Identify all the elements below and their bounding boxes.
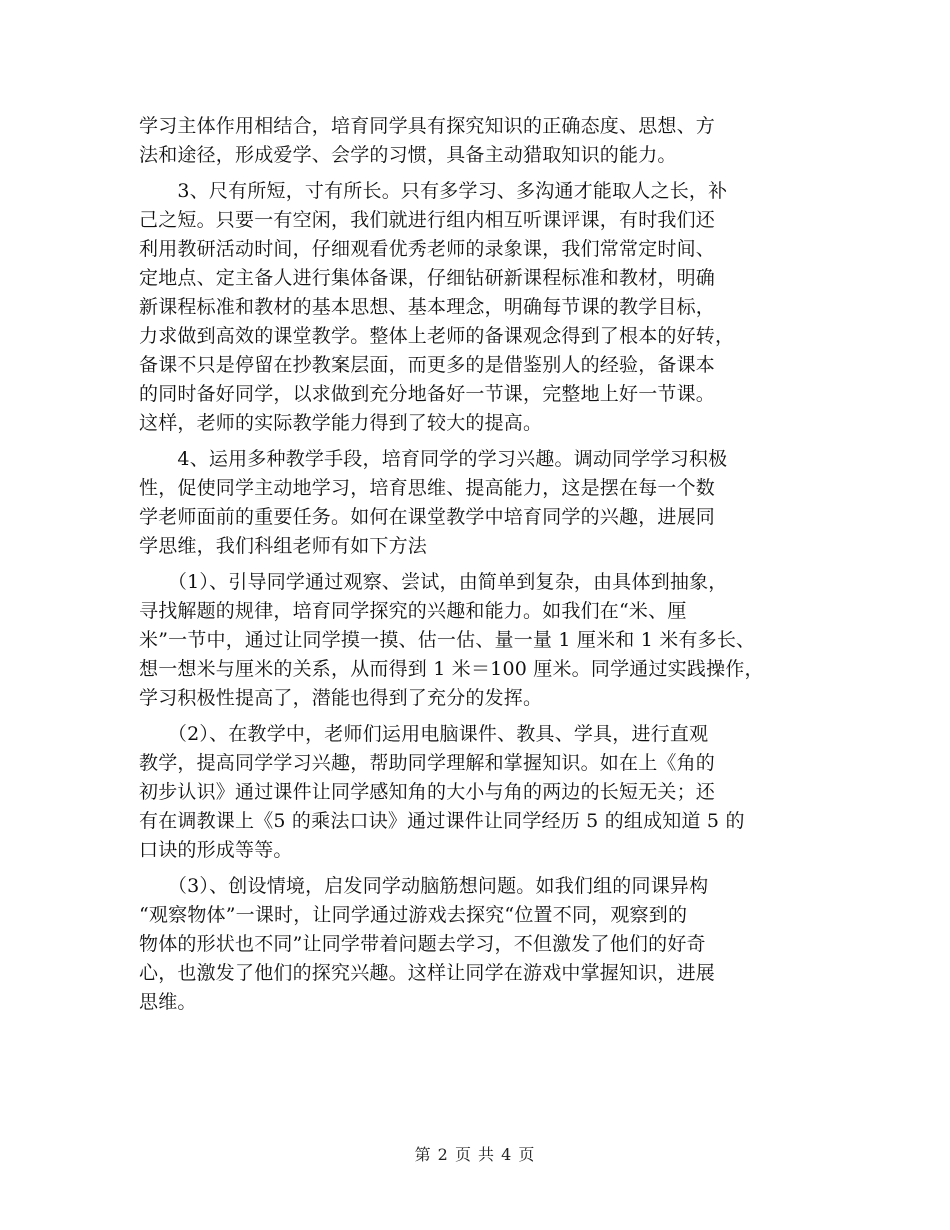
- text-line: 学老师面前的重要任务。如何在课堂教学中培育同学的兴趣，进展同: [139, 506, 716, 528]
- text-line: 教学，提高同学学习兴趣，帮助同学理解和掌握知识。如在上《角的: [139, 752, 716, 774]
- text-line: 学思维，我们科组老师有如下方法: [139, 535, 428, 557]
- text-line: 4、运用多种教学手段，培育同学的学习兴趣。调动同学学习积极: [139, 448, 728, 470]
- text-line: “观察物体”一课时，让同学通过游戏去探究“位置不同，观察到的: [139, 904, 688, 926]
- text-line: （2）、在教学中，老师们运用电脑课件、教具、学具，进行直观: [139, 723, 709, 745]
- text-line: 性，促使同学主动地学习，培育思维、提高能力，这是摆在每一个数: [139, 477, 716, 499]
- text-line: 己之短。只要一有空闲，我们就进行组内相互听课评课，有时我们还: [139, 209, 716, 231]
- text-line: （1）、引导同学通过观察、尝试，由简单到复杂，由具体到抽象，: [139, 571, 728, 593]
- text-line: 学习主体作用相结合，培育同学具有探究知识的正确态度、思想、方: [139, 115, 716, 137]
- text-line: 学习积极性提高了，潜能也得到了充分的发挥。: [139, 687, 543, 709]
- text-line: 备课不只是停留在抄教案层面，而更多的是借鉴别人的经验，备课本: [139, 354, 716, 376]
- paragraph: [139, 720, 839, 865]
- text-line: 新课程标准和教材的基本思想、基本理念，明确每节课的教学目标，: [139, 296, 716, 318]
- text-line: 有在调教课上《5 的乘法口诀》通过课件让同学经历 5 的组成知道 5 的: [139, 810, 745, 832]
- text-line: 想一想米与厘米的关系，从而得到 1 米＝100 厘米。同学通过实践操作，: [139, 658, 764, 680]
- text-line: 定地点、定主备人进行集体备课，仔细钻研新课程标准和教材，明确: [139, 267, 716, 289]
- paragraph: [139, 568, 839, 713]
- text-line: 米”一节中，通过让同学摸一摸、估一估、量一量 1 厘米和 1 米有多长、: [139, 629, 756, 651]
- paragraph: [139, 177, 839, 438]
- text-line: 口诀的形成等等。: [139, 839, 293, 861]
- text-line: 心，也激发了他们的探究兴趣。这样让同学在游戏中掌握知识，进展: [139, 962, 716, 984]
- text-line: （3）、创设情境，启发同学动脑筋想问题。如我们组的同课异构: [139, 875, 709, 897]
- text-line: 思维。: [139, 991, 197, 1013]
- paragraph: [139, 112, 839, 170]
- text-line: 初步认识》通过课件让同学感知角的大小与角的两边的长短无关；还: [139, 781, 716, 803]
- text-line: 利用教研活动时间，仔细观看优秀老师的录象课，我们常常定时间、: [139, 238, 716, 260]
- text-line: 的同时备好同学，以求做到充分地备好一节课，完整地上好一节课。: [139, 383, 716, 405]
- text-line: 3、尺有所短，寸有所长。只有多学习、多沟通才能取人之长，补: [139, 180, 728, 202]
- text-line: 物体的形状也不同”让同学带着问题去学习，不但激发了他们的好奇: [139, 933, 706, 955]
- document-body: [139, 112, 839, 1017]
- page-number-footer: 第 2 页 共 4 页: [414, 1145, 536, 1164]
- text-line: 力求做到高效的课堂教学。整体上老师的备课观念得到了根本的好转，: [139, 325, 735, 347]
- paragraph: [139, 872, 839, 1017]
- text-line: 法和途径，形成爱学、会学的习惯，具备主动猎取知识的能力。: [139, 144, 677, 166]
- text-line: 这样，老师的实际教学能力得到了较大的提高。: [139, 412, 543, 434]
- text-line: 寻找解题的规律，培育同学探究的兴趣和能力。如我们在“米、厘: [139, 600, 687, 622]
- paragraph: [139, 445, 839, 561]
